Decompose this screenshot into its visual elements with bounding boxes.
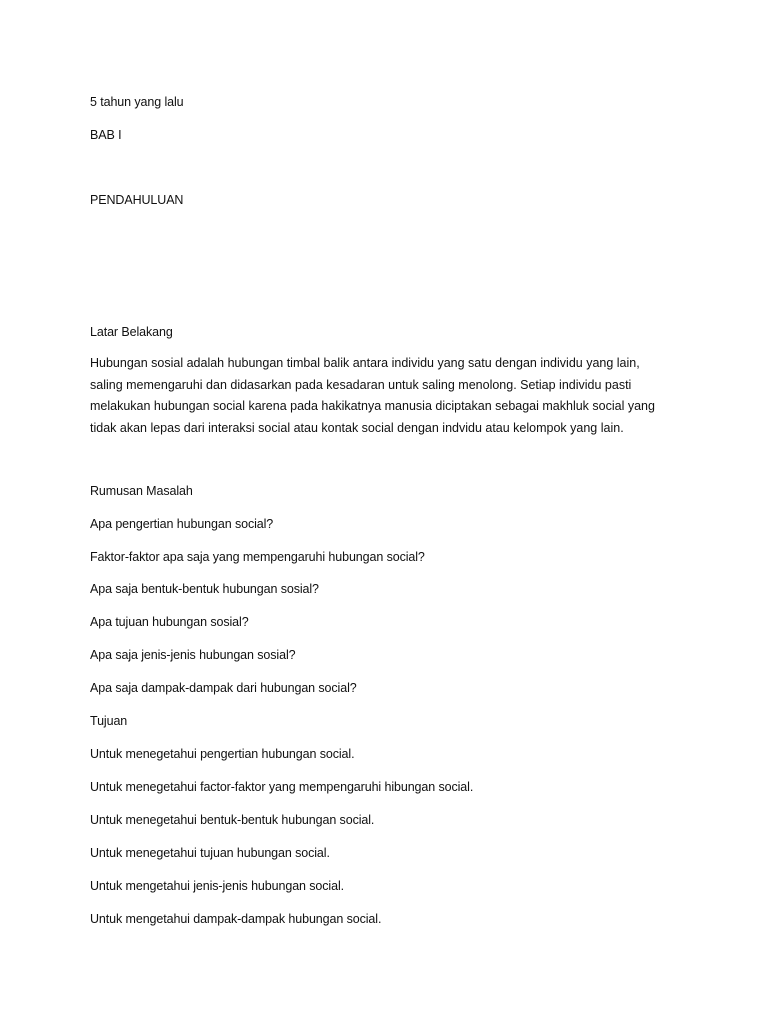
- list-item: Untuk menegetahui bentuk-bentuk hubungan social.: [90, 813, 375, 827]
- latar-heading: Latar Belakang: [90, 325, 173, 339]
- timestamp: 5 tahun yang lalu: [90, 95, 184, 109]
- list-item: Apa pengertian hubungan social?: [90, 517, 274, 531]
- latar-paragraph: [90, 353, 690, 439]
- list-item: Untuk mengetahui dampak-dampak hubungan social.: [90, 912, 382, 926]
- list-item: Apa saja jenis-jenis hubungan sosial?: [90, 648, 296, 662]
- rumusan-heading: Rumusan Masalah: [90, 484, 193, 498]
- paragraph-line: saling memengaruhi dan didasarkan pada kesadaran untuk saling menolong. Setiap individu pasti: [90, 377, 632, 392]
- list-item: Untuk menegetahui pengertian hubungan social.: [90, 747, 355, 761]
- paragraph-line: melakukan hubungan social karena pada hakikatnya manusia diciptakan sebagai makhluk social yang: [90, 399, 655, 413]
- paragraph-line: Hubungan sosial adalah hubungan timbal balik antara individu yang satu dengan individu yang lain,: [90, 356, 640, 370]
- list-item: Untuk mengetahui jenis-jenis hubungan social.: [90, 879, 344, 893]
- list-item: Untuk menegetahui tujuan hubungan social.: [90, 846, 330, 860]
- list-item: Apa saja dampak-dampak dari hubungan social?: [90, 681, 357, 695]
- chapter-title: PENDAHULUAN: [90, 193, 184, 207]
- list-item: Apa tujuan hubungan sosial?: [90, 615, 249, 629]
- paragraph-line: tidak akan lepas dari interaksi social atau kontak social dengan indvidu atau kelompok yang lain.: [90, 420, 624, 435]
- list-item: Faktor-faktor apa saja yang mempengaruhi hubungan social?: [90, 550, 425, 564]
- chapter-label: BAB I: [90, 128, 122, 142]
- list-item: Apa saja bentuk-bentuk hubungan sosial?: [90, 582, 319, 596]
- list-item: Untuk menegetahui factor-faktor yang mempengaruhi hibungan social.: [90, 780, 474, 794]
- tujuan-heading: Tujuan: [90, 714, 128, 728]
